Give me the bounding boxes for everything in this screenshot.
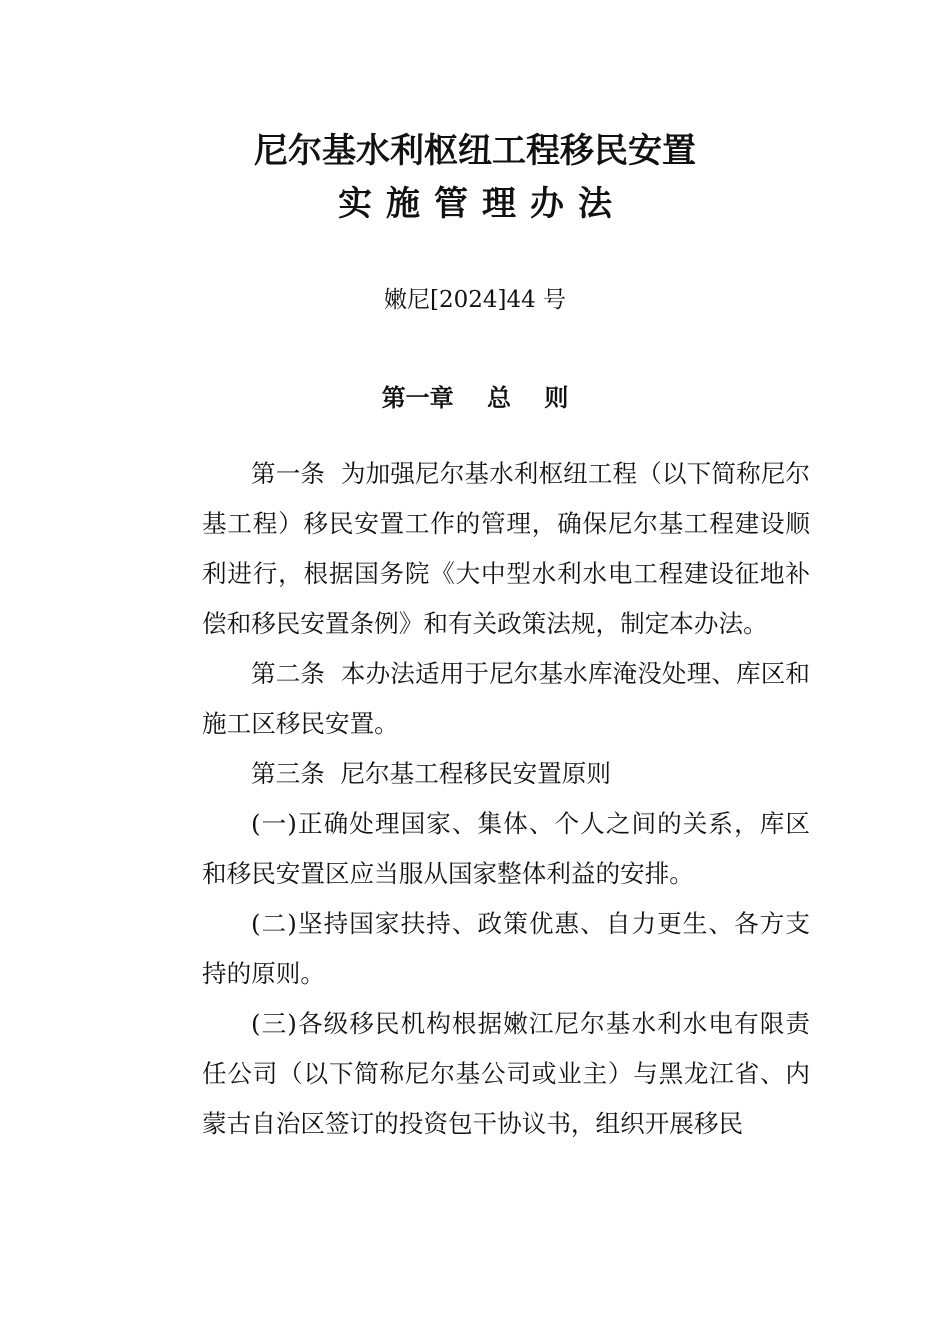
paragraph-text: (三)各级移民机构根据嫩江尼尔基水利水电有限责任公司（以下简称尼尔基公司或业主）与黑龙江省、内蒙古自治区签订的投资包干协议书，组织开展移民: [202, 1009, 810, 1138]
document-title-line-2: 实施管理办法: [338, 184, 626, 224]
article-label: 第三条: [251, 759, 341, 788]
document-body: [202, 449, 810, 1149]
paragraph-text: 本办法适用于尼尔基水库淹没处理、库区和施工区移民安置。: [202, 659, 810, 738]
paragraph-article-2: [202, 649, 810, 749]
paragraph-text: 为加强尼尔基水利枢纽工程（以下简称尼尔基工程）移民安置工作的管理，确保尼尔基工程建设顺利进行，根据国务院《大中型水利水电工程建设征地补偿和移民安置条例》和有关政策法规，制定本办法。: [202, 459, 810, 638]
article-label: 第一条: [251, 459, 341, 488]
paragraph-text: 尼尔基工程移民安置原则: [340, 759, 611, 788]
paragraph-item-3: [202, 999, 810, 1149]
chapter-heading: 第一章 总 则: [381, 383, 569, 412]
paragraph-item-1: [202, 799, 810, 899]
paragraph-article-3: [202, 749, 810, 799]
paragraph-text: (一)正确处理国家、集体、个人之间的关系，库区和移民安置区应当服从国家整体利益的安排。: [202, 809, 810, 888]
paragraph-item-2: [202, 899, 810, 999]
document-number: 嫩尼[2024]44 号: [383, 287, 567, 313]
paragraph-text: (二)坚持国家扶持、政策优惠、自力更生、各方支持的原则。: [202, 909, 810, 988]
document-title-line-1: 尼尔基水利枢纽工程移民安置: [254, 131, 696, 171]
article-label: 第二条: [251, 659, 341, 688]
paragraph-article-1: [202, 449, 810, 649]
